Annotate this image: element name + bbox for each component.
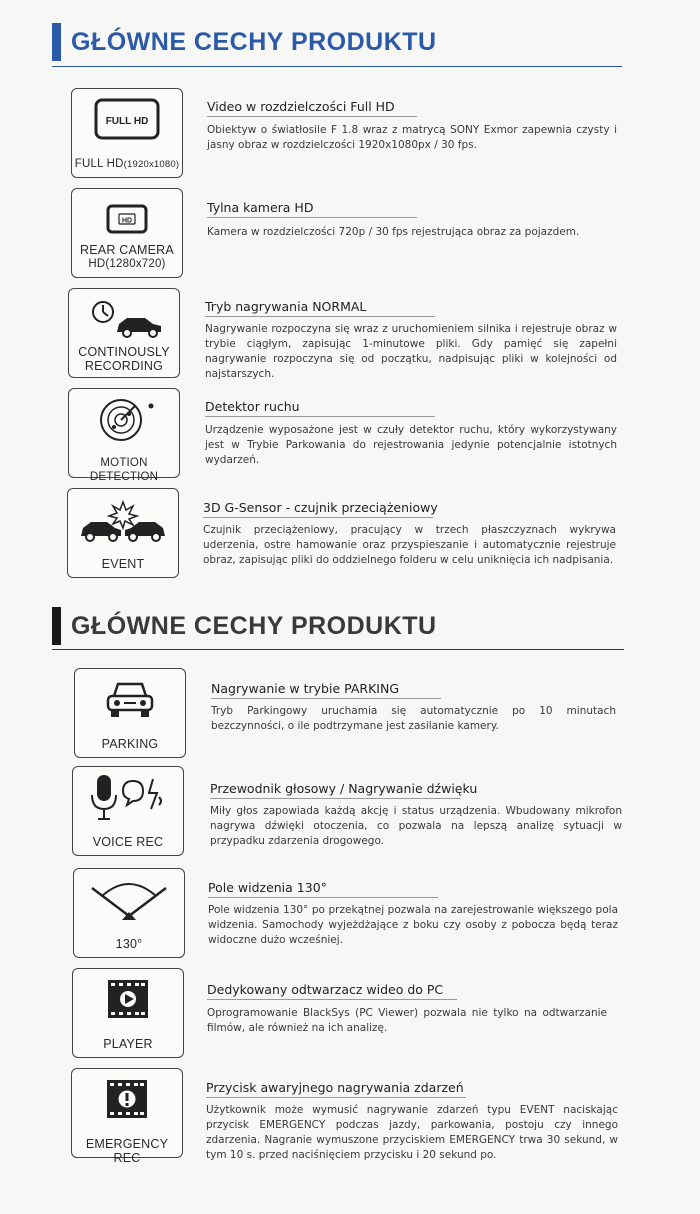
microphone-voice-icon (73, 771, 183, 823)
feature-title-rule (206, 1097, 466, 1098)
feature-title: Video w rozdzielczości Full HD (207, 99, 395, 114)
title-accent-bar (52, 23, 61, 61)
feature-title-rule (205, 416, 435, 417)
section-rule (52, 66, 622, 67)
svg-text:FULL HD: FULL HD (105, 116, 149, 127)
film-play-icon (73, 973, 183, 1025)
feature-title-rule (211, 698, 441, 699)
car-crash-icon (68, 493, 178, 545)
radar-icon (69, 393, 179, 445)
feature-icon-box-motion (68, 388, 180, 483)
feature-icon-box-emergency (71, 1068, 183, 1165)
feature-icon-box-voice (72, 766, 184, 856)
section-title-bar (52, 608, 437, 644)
feature-icon-label: VOICE REC (92, 835, 164, 849)
rear-camera-icon (72, 193, 182, 245)
feature-icon-label: 130° (115, 937, 143, 951)
feature-title-rule (207, 217, 417, 218)
feature-title-rule (207, 999, 457, 1000)
film-alert-icon (72, 1073, 182, 1125)
feature-title-rule (207, 116, 417, 117)
feature-description: Tryb Parkingowy uruchamia się automatycznie po 10 minutach bezczynności, o ile podtrzymane jest zasilanie kamery. (211, 705, 616, 732)
feature-title: Nagrywanie w trybie PARKING (211, 681, 400, 696)
feature-description: Pole widzenia 130° po przekątnej pozwala na zarejestrowanie większego pola widzenia. Samochody wyjeżdżające z boku czy osoby z pobocza będą teraz widoczne dużo wcześniej. (208, 904, 618, 946)
feature-icon-label: EVENT (101, 557, 145, 571)
feature-title: Tryb nagrywania NORMAL (205, 299, 367, 314)
feature-title: Pole widzenia 130° (208, 880, 327, 895)
feature-icon-box-player (72, 968, 184, 1058)
feature-title: Przewodnik głosowy / Nagrywanie dźwięku (210, 781, 478, 796)
feature-description: Użytkownik może wymusić nagrywanie zdarzeń typu EVENT naciskając przycisk EMERGENCY podczas jazdy, parkowania, postoju czy innego zdarzenia. Nagranie wymuszone przyciskiem EMERGENCY trwa 30 sekund, w tym 10 s. przed naciśnięciem przycisku i 20 sekund po. (206, 1104, 618, 1161)
section-title-bar (52, 24, 437, 60)
feature-title: Tylna kamera HD (207, 200, 314, 215)
feature-icon-box-continuous (68, 288, 180, 378)
feature-description: Urządzenie wyposażone jest w czuły detektor ruchu, który wykorzystywany jest w Trybie Parkowania do rejestrowania jedynie potencjalnie istotnych wydarzeń. (205, 424, 617, 466)
feature-icon-box-rear-camera (71, 188, 183, 278)
feature-icon-box-wide-angle (73, 868, 185, 958)
feature-icon-label: MOTION DETECTION (89, 457, 159, 483)
feature-description: Miły głos zapowiada każdą akcję i status urządzenia. Wbudowany mikrofon nagrywa dźwięki otoczenia, co pozwala na lepszą analizę sytuacji w przypadku zdarzenia drogowego. (210, 805, 622, 847)
feature-icon-box-parking (74, 668, 186, 758)
feature-icon-box-full-hd (71, 88, 183, 178)
feature-icon-label: REAR CAMERA HD(1280x720) (80, 243, 174, 270)
feature-icon-label: PARKING (101, 737, 159, 751)
feature-icon-label: PLAYER (103, 1037, 153, 1051)
feature-icon-box-event (67, 488, 179, 578)
feature-icon-label: CONTINOUSLY RECORDING (78, 345, 170, 373)
feature-title: Detektor ruchu (205, 399, 300, 414)
feature-description: Nagrywanie rozpoczyna się wraz z uruchomieniem silnika i rejestruje obraz w trybie ciągłym, zapisując 1-minutowe pliki. Gdy pamięć się zapełni nagrywanie rozpoczyna się od początku, nadpisując pliki w kolejności od najstarszych. (205, 323, 617, 380)
feature-icon-label: EMERGENCY REC (85, 1137, 169, 1165)
feature-description: Kamera w rozdzielczości 720p / 30 fps rejestrująca obraz za pojazdem. (207, 226, 580, 238)
feature-title: Przycisk awaryjnego nagrywania zdarzeń (206, 1080, 464, 1095)
section-rule (52, 649, 624, 650)
title-accent-bar (52, 607, 61, 645)
feature-title-rule (205, 316, 435, 317)
feature-description: Czujnik przeciążeniowy, pracujący w trzech płaszczyznach wykrywa uderzenia, ostre hamowanie oraz przyspieszanie i automatycznie rejestruje obraz, zapisując pliki do oddzielnego folderu w celu uniknięcia ich nadpisania. (203, 524, 616, 566)
feature-title-rule (203, 517, 433, 518)
parked-car-icon (75, 673, 185, 725)
feature-title: Dedykowany odtwarzacz wideo do PC (207, 982, 444, 997)
feature-title: 3D G-Sensor - czujnik przeciążeniowy (203, 500, 438, 515)
svg-text:HD: HD (121, 217, 133, 225)
feature-title-rule (210, 798, 460, 799)
wide-angle-icon (74, 873, 184, 925)
feature-icon-label: FULL HD(1920x1080) (74, 158, 180, 170)
section-title: GŁÓWNE CECHY PRODUKTU (71, 27, 437, 56)
feature-description: Oprogramowanie BlackSys (PC Viewer) pozwala nie tylko na odtwarzanie filmów, ale również na ich analizę. (207, 1007, 607, 1034)
section-title: GŁÓWNE CECHY PRODUKTU (71, 611, 437, 640)
feature-description: Obiektyw o światłosile F 1.8 wraz z matrycą SONY Exmor zapewnia czysty i jasny obraz w rozdzielczości 1920x1080px / 30 fps. (207, 124, 617, 151)
section-1 (0, 0, 700, 600)
feature-title-rule (208, 897, 438, 898)
clock-car-icon (69, 293, 179, 345)
full-hd-screen-icon (72, 93, 182, 145)
